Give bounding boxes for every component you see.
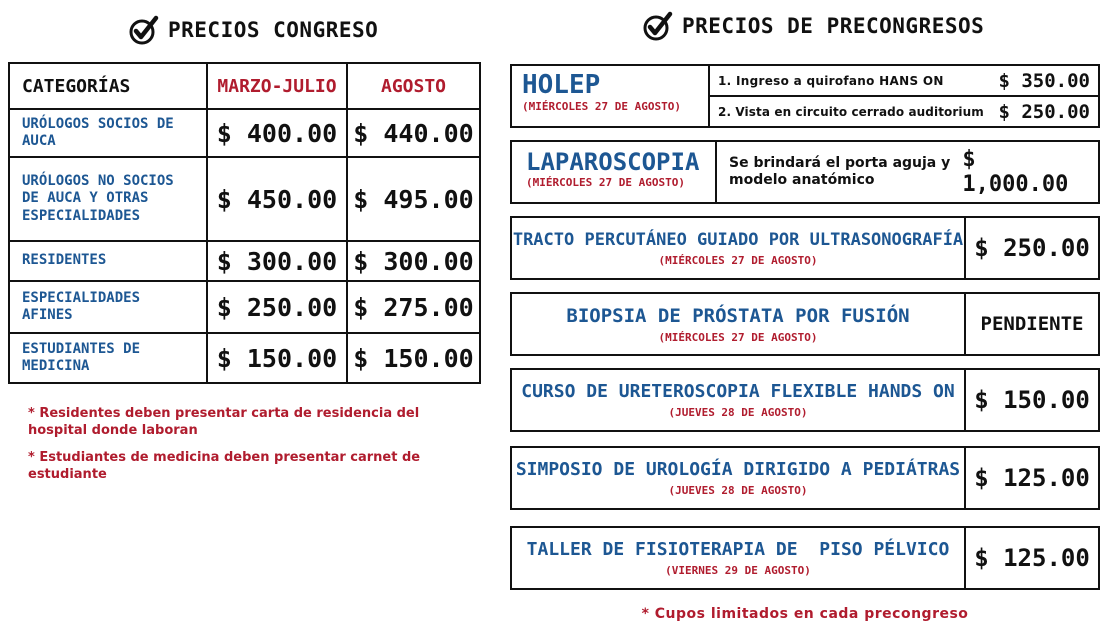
- course-name: TALLER DE FISIOTERAPIA DE PISO PÉLVICO: [526, 539, 950, 560]
- course-date: (JUEVES 28 DE AGOSTO): [668, 406, 808, 419]
- price-marzo-julio: $ 400.00: [207, 109, 347, 157]
- laparoscopia-name: LAPAROSCOPIA: [526, 148, 700, 176]
- category-cell: URÓLOGOS NO SOCIOS DE AUCA Y OTRAS ESPECIALIDADES: [9, 157, 207, 241]
- holep-option-1: [710, 66, 1098, 97]
- course-price-cell: [964, 294, 1098, 354]
- holep-title-cell: [512, 66, 710, 126]
- course-name: CURSO DE URETEROSCOPIA FLEXIBLE HANDS ON: [521, 381, 955, 402]
- price-agosto: $ 275.00: [347, 281, 480, 333]
- holep-options: [710, 66, 1098, 126]
- table-header-row: [9, 63, 480, 109]
- congreso-title: PRECIOS CONGRESO: [168, 18, 379, 42]
- table-row: [9, 333, 480, 383]
- price-agosto: $ 300.00: [347, 241, 480, 281]
- course-date: (VIERNES 29 DE AGOSTO): [665, 564, 811, 577]
- course-box: [510, 216, 1100, 280]
- course-title-cell: [512, 294, 964, 354]
- course-price: $ 150.00: [974, 386, 1090, 414]
- holep-option-2: [710, 97, 1098, 126]
- table-row: [9, 281, 480, 333]
- category-cell: ESPECIALIDADES AFINES: [9, 281, 207, 333]
- footer-note: * Cupos limitados en cada precongreso: [641, 606, 969, 622]
- price-marzo-julio: $ 450.00: [207, 157, 347, 241]
- precongreso-title: PRECIOS DE PRECONGRESOS: [682, 14, 985, 38]
- header-categorias: CATEGORÍAS: [9, 63, 207, 109]
- laparoscopia-box: [510, 140, 1100, 204]
- table-row: [9, 241, 480, 281]
- course-price-cell: [964, 370, 1098, 430]
- category-cell: URÓLOGOS SOCIOS DE AUCA: [9, 109, 207, 157]
- holep-option-1-price: $ 350.00: [998, 69, 1090, 92]
- price-marzo-julio: $ 300.00: [207, 241, 347, 281]
- holep-name: HOLEP: [522, 70, 601, 100]
- laparoscopia-date: (MIÉRCOLES 27 DE AGOSTO): [526, 176, 685, 189]
- course-date: (MIÉRCOLES 27 DE AGOSTO): [658, 253, 818, 267]
- check-icon: [642, 10, 674, 42]
- course-price: PENDIENTE: [980, 313, 1084, 335]
- course-title-cell: [512, 218, 964, 278]
- laparoscopia-price: $ 1,000.00: [962, 147, 1069, 197]
- holep-option-2-price: $ 250.00: [998, 100, 1090, 123]
- holep-option-2-label: 2. Vista en circuito cerrado auditorium: [718, 104, 984, 119]
- table-row: [9, 157, 480, 241]
- course-price-cell: [964, 448, 1098, 508]
- course-box: [510, 368, 1100, 432]
- check-icon: [128, 14, 160, 46]
- course-price: $ 125.00: [974, 544, 1090, 572]
- course-date: (MIÉRCOLES 27 DE AGOSTO): [658, 330, 818, 344]
- course-title-cell: [512, 528, 964, 588]
- course-price-cell: [964, 218, 1098, 278]
- price-agosto: $ 440.00: [347, 109, 480, 157]
- course-name: TRACTO PERCUTÁNEO GUIADO POR ULTRASONOGRAFÍA: [512, 229, 964, 250]
- course-box: [510, 446, 1100, 510]
- holep-date: (MIÉRCOLES 27 DE AGOSTO): [522, 100, 681, 113]
- congreso-price-table: [8, 62, 481, 384]
- category-cell: ESTUDIANTES DE MEDICINA: [9, 333, 207, 383]
- laparoscopia-desc: Se brindará el porta aguja y modelo anatómico: [729, 154, 951, 188]
- course-box: [510, 526, 1100, 590]
- price-marzo-julio: $ 250.00: [207, 281, 347, 333]
- price-marzo-julio: $ 150.00: [207, 333, 347, 383]
- price-agosto: $ 150.00: [347, 333, 480, 383]
- holep-option-1-label: 1. Ingreso a quirofano HANS ON: [718, 73, 944, 88]
- congreso-heading: [128, 14, 378, 46]
- laparoscopia-desc-cell: [717, 142, 1098, 202]
- precongreso-heading: [642, 10, 984, 42]
- table-row: [9, 109, 480, 157]
- note-residentes: * Residentes deben presentar carta de residencia del hospital donde laboran: [28, 406, 420, 438]
- course-title-cell: [512, 370, 964, 430]
- price-agosto: $ 495.00: [347, 157, 480, 241]
- header-agosto: AGOSTO: [347, 63, 480, 109]
- category-cell: RESIDENTES: [9, 241, 207, 281]
- laparoscopia-title-cell: [512, 142, 717, 202]
- course-price-cell: [964, 528, 1098, 588]
- holep-box: [510, 64, 1100, 128]
- course-date: (JUEVES 28 DE AGOSTO): [668, 484, 808, 497]
- header-marzo-julio: MARZO-JULIO: [207, 63, 347, 109]
- course-price: $ 250.00: [974, 234, 1090, 262]
- course-name: SIMPOSIO DE UROLOGÍA DIRIGIDO A PEDIÁTRAS: [515, 459, 961, 480]
- course-title-cell: [512, 448, 964, 508]
- course-name: BIOPSIA DE PRÓSTATA POR FUSIÓN: [566, 304, 910, 327]
- note-estudiantes: * Estudiantes de medicina deben presentar carnet de estudiante: [28, 450, 421, 482]
- course-box: [510, 292, 1100, 356]
- course-price: $ 125.00: [974, 464, 1090, 492]
